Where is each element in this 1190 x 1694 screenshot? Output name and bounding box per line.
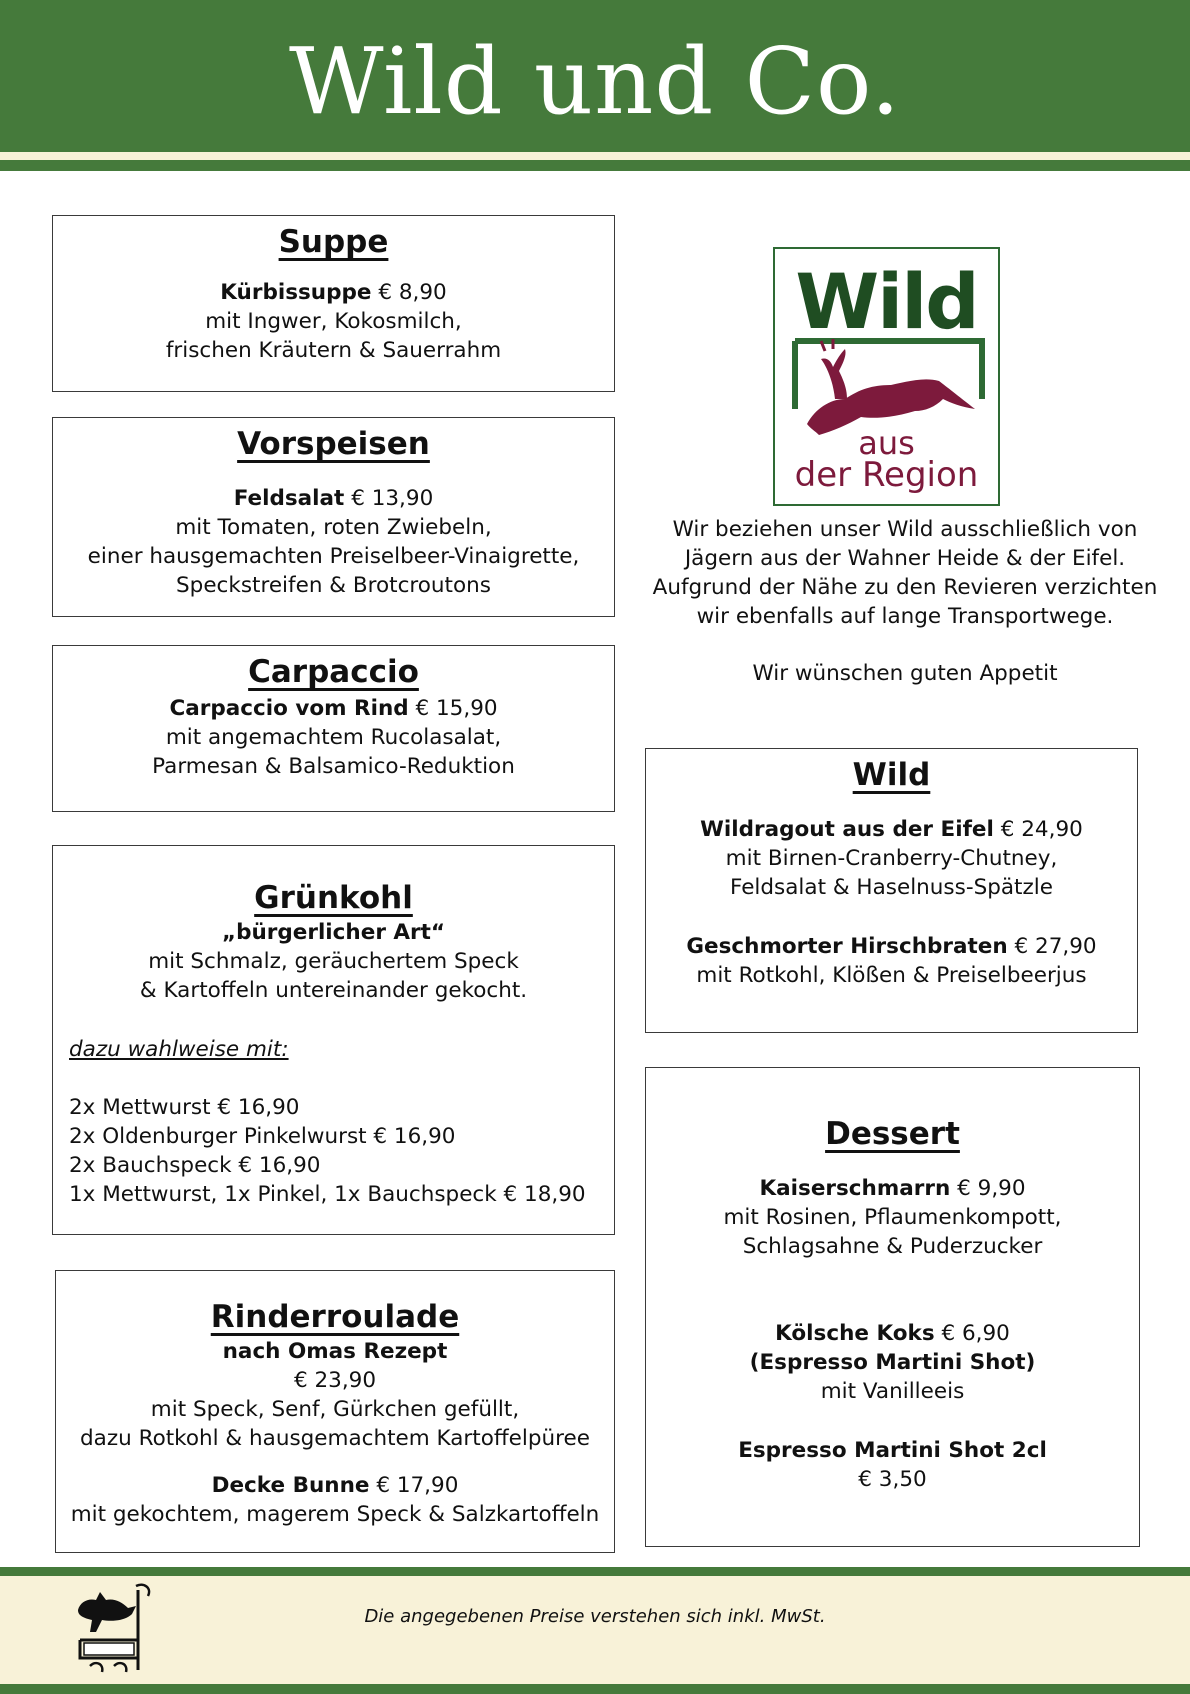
intro-line: Aufgrund der Nähe zu den Revieren verzichten [652, 575, 1158, 600]
option-item: 2x Mettwurst € 16,90 [69, 1095, 300, 1120]
item-desc: Speckstreifen & Brotcroutons [176, 573, 491, 598]
logo-line: aus [858, 424, 915, 462]
option-item: 2x Oldenburger Pinkelwurst € 16,90 [69, 1124, 456, 1149]
item-price: € 13,90 [351, 486, 434, 511]
item-name: Geschmorter Hirschbraten [686, 934, 1008, 959]
item-name: Kürbissuppe [220, 280, 372, 305]
intro-line: Wir beziehen unser Wild ausschließlich von [672, 517, 1138, 542]
item-desc: mit Rotkohl, Klößen & Preiselbeerjus [696, 963, 1087, 988]
section-heading: Wild [852, 757, 931, 793]
item-desc: mit angemachtem Rucolasalat, [165, 725, 502, 750]
item-desc: & Kartoffeln untereinander gekocht. [139, 978, 528, 1003]
item-desc: mit Ingwer, Kokosmilch, [205, 309, 462, 334]
section-carpaccio [52, 645, 615, 812]
wild-aus-der-region-logo [773, 247, 1000, 506]
item-name: Decke Bunne [211, 1473, 370, 1498]
item-name: Kaiserschmarrn [759, 1176, 951, 1201]
header-stripe [0, 152, 1190, 160]
page-title: Wild und Co. [289, 28, 901, 135]
item-desc: dazu Rotkohl & hausgemachtem Kartoffelpüree [80, 1426, 590, 1451]
section-heading: Vorspeisen [237, 426, 430, 462]
intro-text [645, 515, 1165, 688]
item-desc: mit Vanilleeis [820, 1379, 965, 1404]
section-heading: Rinderroulade [210, 1299, 460, 1335]
section-heading: Grünkohl [254, 880, 413, 916]
item-desc: mit Tomaten, roten Zwiebeln, [175, 515, 492, 540]
item-desc: Parmesan & Balsamico-Reduktion [152, 754, 515, 779]
item-desc: einer hausgemachten Preiselbeer-Vinaigrette, [87, 544, 580, 569]
section-suppe [52, 215, 615, 392]
intro-line: wir ebenfalls auf lange Transportwege. [696, 604, 1114, 629]
section-dessert [645, 1067, 1140, 1547]
item-subtitle: „bürgerlicher Art“ [221, 920, 446, 945]
item-subtitle: (Espresso Martini Shot) [749, 1350, 1036, 1375]
item-desc: mit Rosinen, Pflaumenkompott, [723, 1205, 1062, 1230]
option-label: dazu wahlweise mit: [69, 1037, 289, 1062]
item-price: € 24,90 [1000, 817, 1083, 842]
item-name: Espresso Martini Shot 2cl [738, 1438, 1047, 1463]
logo-line: der Region [794, 455, 979, 495]
footer-stripe-green [0, 1684, 1190, 1694]
item-price: € 8,90 [378, 280, 447, 305]
item-desc: mit gekochtem, magerem Speck & Salzkartoffeln [70, 1502, 600, 1527]
header-stripe-green [0, 160, 1190, 171]
section-heading: Dessert [825, 1116, 960, 1152]
item-name: Kölsche Koks [775, 1321, 935, 1346]
item-price: € 3,50 [858, 1467, 927, 1492]
bierstube-sign-icon [70, 1580, 165, 1678]
item-name: Carpaccio vom Rind [169, 696, 409, 721]
item-subtitle: nach Omas Rezept [222, 1339, 448, 1364]
item-desc: Feldsalat & Haselnuss-Spätzle [730, 875, 1053, 900]
item-desc: mit Schmalz, geräuchertem Speck [148, 949, 519, 974]
item-name: Feldsalat [233, 486, 345, 511]
option-item: 2x Bauchspeck € 16,90 [69, 1153, 321, 1178]
section-rinderroulade [55, 1270, 615, 1553]
item-price: € 9,90 [957, 1176, 1026, 1201]
item-desc: Schlagsahne & Puderzucker [742, 1234, 1043, 1259]
item-name: Wildragout aus der Eifel [700, 817, 994, 842]
logo-word: Wild [795, 257, 978, 346]
item-desc: mit Birnen-Cranberry-Chutney, [725, 846, 1058, 871]
section-gruenkohl [52, 845, 615, 1235]
item-price: € 23,90 [293, 1368, 377, 1393]
section-wild [645, 748, 1138, 1033]
footer-stripe [0, 1567, 1190, 1576]
item-price: € 6,90 [941, 1321, 1010, 1346]
intro-line: Jägern aus der Wahner Heide & der Eifel. [684, 546, 1126, 571]
item-desc: mit Speck, Senf, Gürkchen gefüllt, [150, 1397, 520, 1422]
footer-band [0, 1576, 1190, 1684]
option-item: 1x Mettwurst, 1x Pinkel, 1x Bauchspeck € 18,90 [69, 1182, 586, 1207]
greeting: Wir wünschen guten Appetit [752, 661, 1058, 686]
item-price: € 15,90 [415, 696, 498, 721]
item-price: € 17,90 [376, 1473, 459, 1498]
footer-note: Die angegebenen Preise verstehen sich inkl. MwSt. [364, 1606, 826, 1627]
item-price: € 27,90 [1014, 934, 1097, 959]
item-desc: frischen Kräutern & Sauerrahm [165, 338, 502, 363]
section-vorspeisen [52, 417, 615, 617]
section-heading: Carpaccio [248, 654, 419, 690]
section-heading: Suppe [278, 224, 389, 260]
